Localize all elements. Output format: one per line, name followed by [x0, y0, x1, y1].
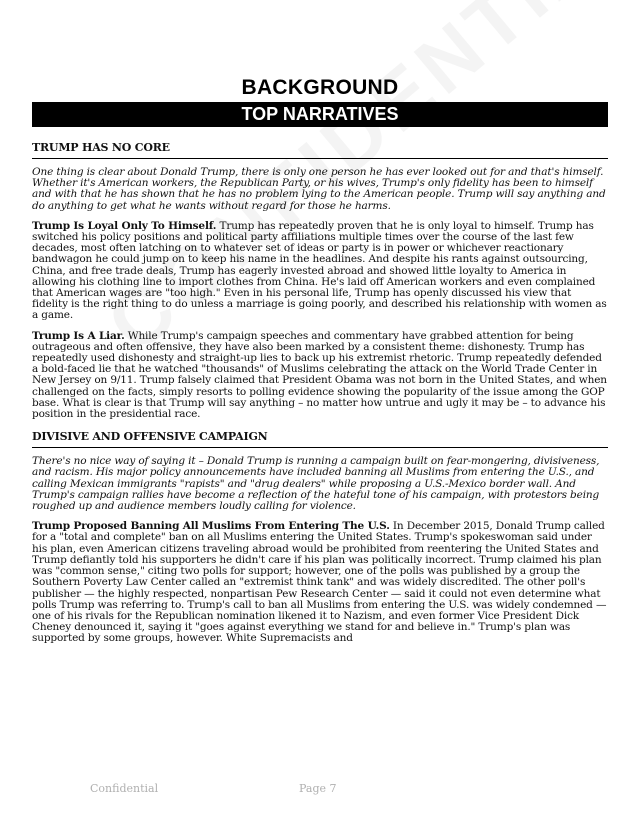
- footer-confidential: Confidential: [90, 782, 159, 795]
- section-intro: One thing is clear about Donald Trump, there is only one person he has ever looked out for and that's himself. Whether it's American workers, the Republican Party, or his wives, Trump's only fidelity has been to himself and with that he has shown that he has no problem lying to the American people. Trump will say anything and do anything to get what he wants without regard for those he harms.: [32, 166, 606, 212]
- paragraph-text: In December 2015, Donald Trump called for a "total and complete" ban on all Muslims entering the United States. Trump's spokeswoman said under his plan, even American citizens traveling abroad would be prohibited from reentering the United States and Trump defiantly told his supporters he didn't care if his plan was politically incorrect. Trump claimed his plan was "common sense," citing two polls for support; however, one of the polls was published by a group the Southern Poverty Law Center called an "extremist think tank" and was widely discredited. The other poll's publisher — the highly respected, nonpartisan Pew Research Center — said it could not even determine what polls Trump was referring to. Trump's call to ban all Muslims from entering the U.S. was widely condemned — one of his rivals for the Republican nomination likened it to Nazism, and even former Vice President Dick Cheney denounced it, saying it "goes against everything we stand for and believe in." Trump's plan was supported by some groups, however. White Supremacists and: [32, 520, 607, 645]
- body-paragraph: [32, 521, 608, 644]
- body-paragraph: [32, 331, 608, 421]
- page-title: BACKGROUND: [241, 76, 399, 99]
- paragraph-lead: Trump Is A Liar.: [32, 329, 125, 342]
- body-paragraph: [32, 221, 608, 322]
- document-page: [32, 0, 608, 645]
- section-intro: There's no nice way of saying it – Donald Trump is running a campaign built on fear-mongering, divisiveness, and racism. His major policy announcements have included banning all Muslims from entering the U.S., and calling Mexican immigrants "rapists" and "drug dealers" while proposing a U.S.-Mexico border wall. And Trump's campaign rallies have become a reflection of the hateful tone of his campaign, with protestors being roughed up and audience members loudly calling for violence.: [32, 455, 600, 513]
- section-heading: DIVISIVE AND OFFENSIVE CAMPAIGN: [32, 430, 608, 448]
- paragraph-text: Trump has repeatedly proven that he is only loyal to himself. Trump has switched his policy positions and political party affiliations multiple times over the course of the last few decades, most often latching on to whatever set of ideas or party is in power or whichever reactionary bandwagon he could jump on to keep his name in the headlines. And despite his rants against outsourcing, China, and free trade deals, Trump has eagerly invested abroad and showed little loyalty to America in allowing his clothing line to import clothes from China. He's laid off American workers and even complained that American wages are "too high." Even in his personal life, Trump has openly discussed his view that fidelity is the right thing to do unless a marriage is going poorly, and described his relationship with women as a game.: [32, 219, 607, 322]
- section-banner: TOP NARRATIVES: [32, 102, 608, 127]
- paragraph-text: While Trump's campaign speeches and commentary have grabbed attention for being outrageous and often offensive, they have also been marked by a consistent theme: dishonesty. Trump has repeatedly used dishonesty and straight-up lies to back up his extremist rhetoric. Trump repeatedly defended a bold-faced lie that he watched "thousands" of Muslims celebrating the attack on the World Trade Center in New Jersey on 9/11. Trump falsely claimed that President Obama was not born in the United States, and when challenged on the facts, simply resorts to polling evidence showing the popularity of the issue among the GOP base. What is clear is that Trump will say anything – no matter how untrue and ugly it may be – to advance his position in the presidential race.: [32, 329, 607, 421]
- page-number: Page 7: [299, 782, 337, 795]
- section-heading: TRUMP HAS NO CORE: [32, 141, 608, 159]
- paragraph-lead: Trump Proposed Banning All Muslims From Entering The U.S.: [32, 520, 390, 533]
- paragraph-lead: Trump Is Loyal Only To Himself.: [32, 219, 217, 232]
